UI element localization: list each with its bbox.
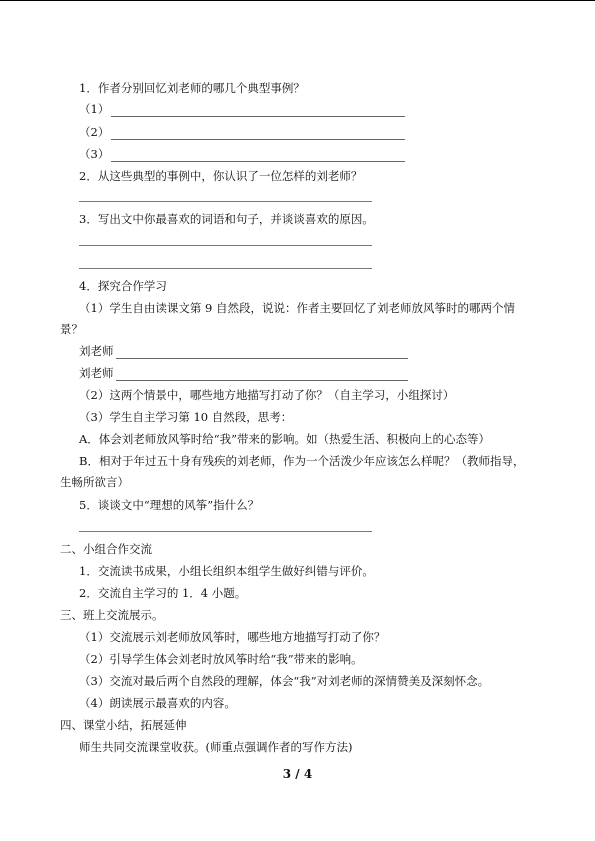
answer-line-3: [79, 146, 405, 162]
question-4: 4．探究合作学习: [79, 279, 167, 293]
answer-line-2: [79, 124, 405, 140]
answer-blank[interactable]: [116, 369, 408, 381]
section-2-item-2: 2．交流自主学习的 1．4 小题。: [79, 586, 247, 600]
question-4-3-b-cont: 生畅所欲言）: [60, 475, 129, 489]
section-3-item-3: （3）交流对最后两个自然段的理解，体会“我”对刘老师的深情赞美及深刻怀念。: [79, 674, 490, 688]
answer-blank[interactable]: [79, 531, 372, 532]
answer-blank[interactable]: [79, 268, 372, 269]
question-4-1: （1）学生自由读课文第 9 自然段，说说：作者主要回忆了刘老师放风筝时的哪两个情: [79, 301, 515, 315]
question-4-3: （3）学生自主学习第 10 自然段，思考：: [79, 410, 293, 424]
answer-label: （1）: [79, 102, 110, 116]
answer-blank[interactable]: [111, 105, 405, 117]
page-number: 3 / 4: [282, 767, 313, 781]
teacher-line-1: [79, 343, 408, 359]
section-3-item-4: （4）朗读展示最喜欢的内容。: [79, 696, 236, 710]
question-1: 1．作者分别回忆刘老师的哪几个典型事例？: [79, 81, 305, 95]
section-4-item-1: 师生共同交流课堂收获。(师重点强调作者的写作方法): [79, 740, 353, 754]
question-4-2: （2）这两个情景中，哪些地方地描写打动了你？（自主学习，小组探讨）: [79, 388, 455, 402]
teacher-label: 刘老师: [79, 366, 114, 380]
answer-line-1: [79, 101, 405, 117]
question-2: 2．从这些典型的事例中，你认识了一位怎样的刘老师？: [79, 169, 363, 183]
answer-blank[interactable]: [79, 201, 372, 202]
question-4-1-cont: 景？: [60, 322, 83, 336]
teacher-label: 刘老师: [79, 344, 114, 358]
answer-blank[interactable]: [79, 245, 372, 246]
section-3-item-1: （1）交流展示刘老师放风筝时，哪些地方地描写打动了你？: [79, 630, 386, 644]
answer-label: （3）: [79, 147, 110, 161]
section-4-heading: 四、课堂小结，拓展延伸: [60, 718, 187, 732]
question-5: 5．谈谈文中“理想的风筝”指什么？: [79, 498, 260, 512]
answer-blank[interactable]: [111, 128, 405, 140]
answer-blank[interactable]: [116, 347, 408, 359]
question-4-3-a: A．体会刘老师放风筝时给“我”带来的影响。如（热爱生活、积极向上的心态等）: [79, 432, 491, 446]
section-2-heading: 二、小组合作交流: [60, 542, 152, 556]
answer-blank[interactable]: [111, 150, 405, 162]
section-3-heading: 三、班上交流展示。: [60, 608, 164, 622]
section-2-item-1: 1．交流读书成果，小组长组织本组学生做好纠错与评价。: [79, 564, 374, 578]
teacher-line-2: [79, 365, 408, 381]
question-3: 3．写出文中你最喜欢的词语和句子，并谈谈喜欢的原因。: [79, 212, 374, 226]
answer-label: （2）: [79, 125, 110, 139]
section-3-item-2: （2）引导学生体会刘老时放风筝时给“我”带来的影响。: [79, 652, 363, 666]
question-4-3-b: B．相对于年过五十身有残疾的刘老师，作为一个活泼少年应该怎么样呢？（教师指导，: [79, 454, 525, 468]
